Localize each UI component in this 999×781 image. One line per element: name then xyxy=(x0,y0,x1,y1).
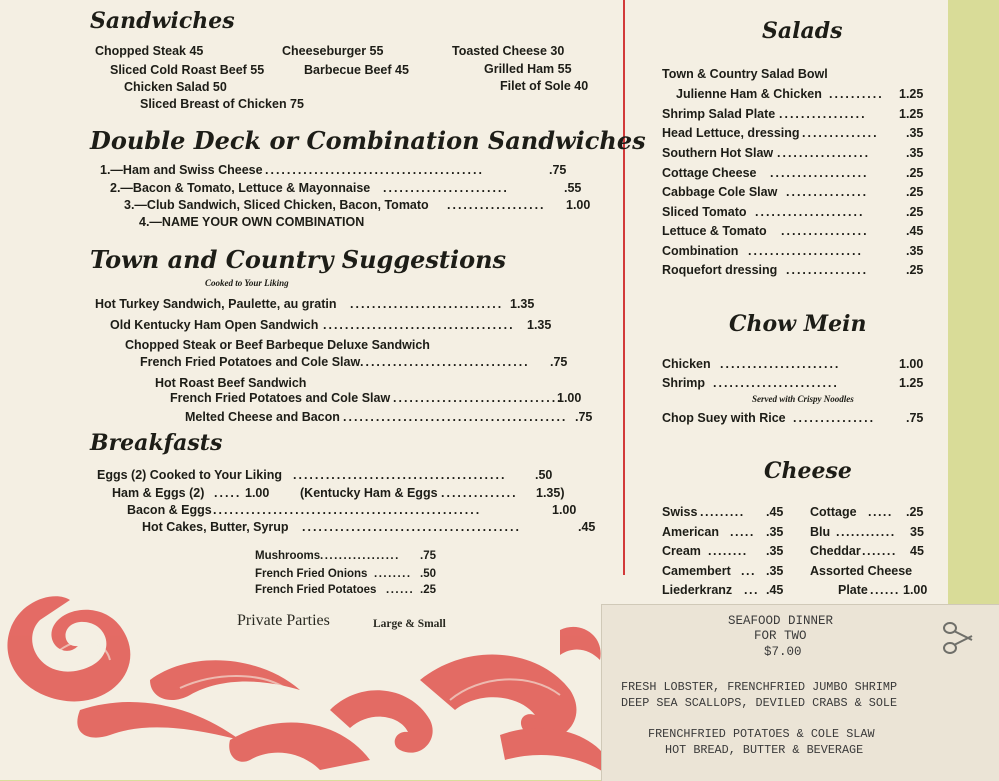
menu-item-label: Lettuce & Tomato xyxy=(662,224,767,238)
dot-leader: ...... xyxy=(386,584,415,596)
menu-item-price: 1.00 xyxy=(566,198,591,212)
menu-item: Barbecue Beef 45 xyxy=(304,63,409,77)
menu-item-price: 1.35 xyxy=(510,297,535,311)
menu-item-price: 35 xyxy=(910,525,924,539)
dot-leader: ...................... xyxy=(720,357,841,371)
menu-item-price: .45 xyxy=(766,505,784,519)
menu-item-label: Cottage xyxy=(810,505,857,519)
menu-item: Sliced Cold Roast Beef 55 xyxy=(110,63,265,77)
dot-leader: ............................... xyxy=(393,391,563,405)
dot-leader: ............... xyxy=(786,185,869,199)
menu-item-label: Blu xyxy=(810,525,831,539)
menu-item-price: 1.00 xyxy=(899,357,924,371)
menu-item-price: .55 xyxy=(564,181,582,195)
menu-item-label: Cottage Cheese xyxy=(662,166,757,180)
dot-leader: ................................................. xyxy=(213,503,482,517)
menu-item-label: Bacon & Eggs xyxy=(127,503,212,517)
dot-leader: ............... xyxy=(793,411,876,425)
dot-leader: .................... xyxy=(755,205,865,219)
menu-item-label: Cheddar xyxy=(810,544,861,558)
suggestions-heading: Town and Country Suggestions xyxy=(90,245,507,274)
menu-item-price: 1.25 xyxy=(899,376,924,390)
menu-item-label: Eggs (2) Cooked to Your Liking xyxy=(97,468,282,482)
slip-line: SEAFOOD DINNER xyxy=(728,614,834,628)
dot-leader: ............... xyxy=(786,263,869,277)
dot-leader: ....................... xyxy=(383,181,509,195)
dot-leader: ........ xyxy=(374,568,412,580)
dot-leader: .................. xyxy=(770,166,869,180)
menu-item-price: .25 xyxy=(906,263,924,277)
menu-item-price: .45 xyxy=(766,583,784,597)
menu-item-label: (Kentucky Ham & Eggs xyxy=(300,486,438,500)
dot-leader: ......... xyxy=(700,505,745,519)
menu-item-price: .35 xyxy=(906,126,924,140)
breakfasts-heading: Breakfasts xyxy=(90,430,223,456)
dot-leader: .............. xyxy=(802,126,879,140)
dot-leader: ........................................ xyxy=(302,520,521,534)
menu-item: Toasted Cheese 30 xyxy=(452,44,565,58)
dot-leader: ... xyxy=(741,564,756,578)
double-deck-heading: Double Deck or Combination Sandwiches xyxy=(90,126,646,155)
menu-item-label: Roquefort dressing xyxy=(662,263,778,277)
menu-item-label: 1.—Ham and Swiss Cheese xyxy=(100,163,263,177)
menu-item-price: .35 xyxy=(766,564,784,578)
menu-item-label: Shrimp xyxy=(662,376,706,390)
dot-leader: ................ xyxy=(779,107,867,121)
dot-leader: ................ xyxy=(781,224,869,238)
menu-item-price: .50 xyxy=(420,568,436,580)
dot-leader: ................. xyxy=(777,146,871,160)
menu-item-label: Melted Cheese and Bacon xyxy=(185,410,340,424)
menu-item-price: .45 xyxy=(906,224,924,238)
menu-item-label: French Fried Potatoes and Cole Slaw xyxy=(140,355,361,369)
dot-leader: ....................................... xyxy=(293,468,507,482)
menu-item-price: 1.35) xyxy=(536,486,565,500)
dot-leader: ...... xyxy=(870,583,900,597)
menu-item-price: .25 xyxy=(906,505,924,519)
dot-leader: .................. xyxy=(447,198,546,212)
menu-item-label: Julienne Ham & Chicken xyxy=(676,87,822,101)
menu-item-label: Chop Suey with Rice xyxy=(662,411,786,425)
menu-item-label: Cabbage Cole Slaw xyxy=(662,185,778,199)
menu-item-label: French Fried Onions xyxy=(255,568,368,580)
dot-leader: ............................... xyxy=(360,355,530,369)
menu-item-price: 1.25 xyxy=(899,107,924,121)
menu-item-price: .75 xyxy=(420,550,436,562)
menu-item-label: 3.—Club Sandwich, Sliced Chicken, Bacon, Tomato xyxy=(124,198,429,212)
menu-item: Chicken Salad 50 xyxy=(124,80,227,94)
private-parties-small: Large & Small xyxy=(373,618,446,630)
slip-line: HOT BREAD, BUTTER & BEVERAGE xyxy=(665,743,864,757)
menu-item-price: 45 xyxy=(910,544,924,558)
slip-price: $7.00 xyxy=(764,645,802,659)
menu-item-label: Southern Hot Slaw xyxy=(662,146,774,160)
dot-leader: ........................................ xyxy=(265,163,484,177)
menu-item-label: French Fried Potatoes xyxy=(255,584,377,596)
cheese-heading: Cheese xyxy=(764,458,852,484)
menu-item-price: .25 xyxy=(420,584,436,596)
menu-item-label: Hot Turkey Sandwich, Paulette, au gratin xyxy=(95,297,337,311)
menu-item: Chopped Steak 45 xyxy=(95,44,204,58)
menu-item-price: 1.00 xyxy=(245,486,270,500)
dot-leader: ............................ xyxy=(350,297,504,311)
menu-item: Filet of Sole 40 xyxy=(500,79,589,93)
menu-item-price: .35 xyxy=(906,244,924,258)
dot-leader: ........ xyxy=(708,544,748,558)
menu-item-label: Plate xyxy=(838,583,868,597)
slip-line: FOR TWO xyxy=(754,629,807,643)
slip-line: DEEP SEA SCALLOPS, DEVILED CRABS & SOLE xyxy=(621,696,898,710)
menu-item: Grilled Ham 55 xyxy=(484,62,572,76)
menu-item-price: .45 xyxy=(578,520,596,534)
menu-item-price: .75 xyxy=(550,355,568,369)
menu-item-label: American xyxy=(662,525,719,539)
chow-mein-note: Served with Crispy Noodles xyxy=(752,394,854,404)
dot-leader: ..................... xyxy=(748,244,863,258)
menu-item-price: .25 xyxy=(906,205,924,219)
decorative-scroll-ornament xyxy=(0,560,610,780)
dot-leader: ......................................... xyxy=(343,410,568,424)
dot-leader: ............ xyxy=(836,525,896,539)
paper-clip-icon xyxy=(938,618,978,658)
dot-leader: ..... xyxy=(730,525,755,539)
dot-leader: .......... xyxy=(829,87,884,101)
menu-item-label: Combination xyxy=(662,244,739,258)
dot-leader: .............. xyxy=(441,486,518,500)
menu-item-price: 1.00 xyxy=(552,503,577,517)
menu-item-label: Ham & Eggs (2) xyxy=(112,486,205,500)
sandwiches-heading: Sandwiches xyxy=(90,8,235,34)
chow-mein-heading: Chow Mein xyxy=(729,311,867,337)
slip-line: FRESH LOBSTER, FRENCHFRIED JUMBO SHRIMP xyxy=(621,680,898,694)
dot-leader: ..... xyxy=(868,505,893,519)
menu-item-price: .50 xyxy=(535,468,553,482)
dot-leader: ................................... xyxy=(323,318,515,332)
salads-heading: Salads xyxy=(762,18,843,44)
menu-item-price: .35 xyxy=(766,544,784,558)
suggestions-subtitle: Cooked to Your Liking xyxy=(205,278,289,288)
menu-item-label: Cream xyxy=(662,544,701,558)
menu-item-price: .75 xyxy=(906,411,924,425)
private-parties-text: Private Parties xyxy=(237,612,330,629)
menu-item-label: Chopped Steak or Beef Barbeque Deluxe Sandwich xyxy=(125,338,430,352)
menu-item-label: Mushrooms xyxy=(255,550,321,562)
menu-item-label: French Fried Potatoes and Cole Slaw xyxy=(170,391,391,405)
menu-item-label: Liederkranz xyxy=(662,583,733,597)
menu-item-label: Sliced Tomato xyxy=(662,205,747,219)
menu-item-price: .25 xyxy=(906,185,924,199)
menu-item-price: 1.35 xyxy=(527,318,552,332)
dot-leader: ..... xyxy=(214,486,242,500)
menu-item-label: Assorted Cheese xyxy=(810,564,913,578)
menu-item-label: Old Kentucky Ham Open Sandwich xyxy=(110,318,319,332)
menu-item-price: 1.25 xyxy=(899,87,924,101)
menu-item-label: Camembert xyxy=(662,564,731,578)
menu-item-price: .35 xyxy=(906,146,924,160)
menu-item-price: .75 xyxy=(575,410,593,424)
menu-item-label: Head Lettuce, dressing xyxy=(662,126,800,140)
menu-item-label: Swiss xyxy=(662,505,698,519)
menu-item: Cheeseburger 55 xyxy=(282,44,384,58)
menu-item-label: Hot Cakes, Butter, Syrup xyxy=(142,520,289,534)
menu-item-price: .75 xyxy=(549,163,567,177)
menu-item-price: 1.00 xyxy=(903,583,928,597)
menu-item-label: 4.—NAME YOUR OWN COMBINATION xyxy=(139,215,365,229)
dot-leader: ................. xyxy=(320,550,400,562)
dot-leader: ....................... xyxy=(713,376,839,390)
menu-item-price: 1.00 xyxy=(557,391,582,405)
menu-item-label: 2.—Bacon & Tomato, Lettuce & Mayonnaise xyxy=(110,181,371,195)
menu-item: Sliced Breast of Chicken 75 xyxy=(140,97,304,111)
menu-item-label: Town & Country Salad Bowl xyxy=(662,67,828,81)
menu-item-price: .25 xyxy=(906,166,924,180)
slip-line: FRENCHFRIED POTATOES & COLE SLAW xyxy=(648,727,875,741)
dot-leader: ... xyxy=(744,583,759,597)
dot-leader: ....... xyxy=(862,544,897,558)
menu-item-label: Chicken xyxy=(662,357,711,371)
menu-item-price: .35 xyxy=(766,525,784,539)
menu-item-label: Shrimp Salad Plate xyxy=(662,107,776,121)
menu-item-label: Hot Roast Beef Sandwich xyxy=(155,376,307,390)
red-divider-line xyxy=(623,0,625,575)
